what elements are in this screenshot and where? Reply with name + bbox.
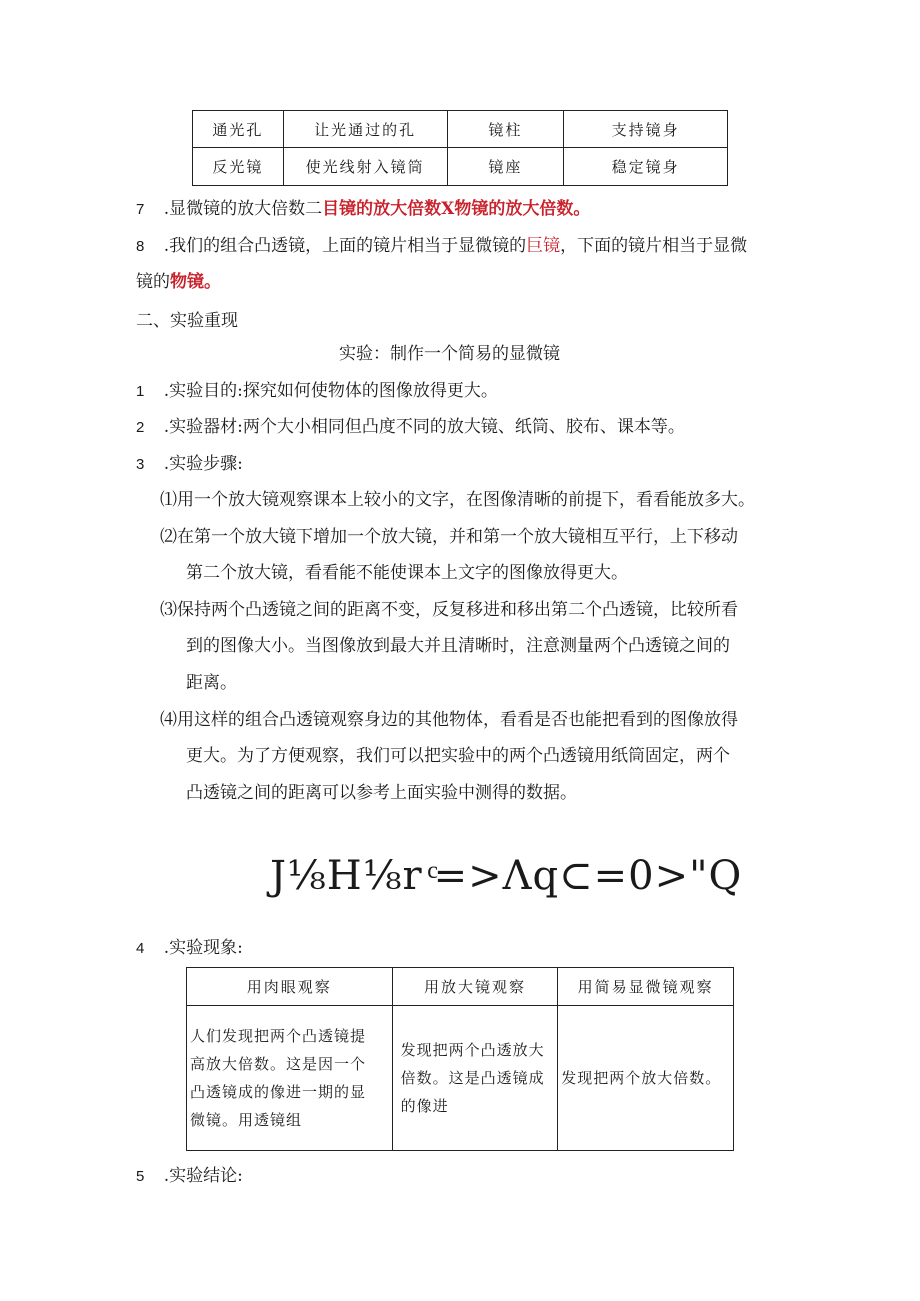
cell-line: 发现把两个凸透放大 bbox=[400, 1041, 545, 1059]
item-text: .实验现象: bbox=[163, 938, 243, 958]
step-label: ⑶ bbox=[160, 600, 177, 620]
item-8 bbox=[136, 232, 747, 261]
step-label: ⑷ bbox=[160, 710, 177, 730]
item-number: 3 bbox=[136, 456, 145, 473]
cell-line: 倍数。这是凸透镜成 bbox=[400, 1069, 545, 1087]
item-7 bbox=[136, 195, 590, 224]
item-text: ，下面的镜片相当于显微 bbox=[560, 236, 748, 256]
garbled-text: J⅛H⅛r ͨ=>Λq⊂=0>"Q bbox=[270, 853, 743, 899]
item-number: 4 bbox=[136, 940, 145, 957]
item-8-line2 bbox=[136, 268, 221, 296]
table-cell: 让光通过的孔 bbox=[283, 111, 447, 148]
table-header: 用放大镜观察 bbox=[392, 968, 558, 1006]
item-highlight: 物镜。 bbox=[170, 272, 221, 292]
item-5 bbox=[136, 1162, 243, 1191]
item-3 bbox=[136, 450, 243, 479]
step-4-line3: 凸透镜之间的距离可以参考上面实验中测得的数据。 bbox=[186, 783, 577, 803]
step-1 bbox=[160, 486, 755, 514]
table-header: 用简易显微镜观察 bbox=[558, 968, 734, 1006]
item-text: .实验器材:两个大小相同但凸度不同的放大镜、纸筒、胶布、课本等。 bbox=[163, 417, 685, 437]
table-cell: 稳定镜身 bbox=[564, 148, 728, 186]
item-number: 2 bbox=[136, 419, 145, 436]
step-4 bbox=[160, 706, 738, 734]
cell-line: 人们发现把两个凸透镜提 bbox=[190, 1027, 367, 1045]
step-text: 保持两个凸透镜之间的距离不变，反复移进和移出第二个凸透镜，比较所看 bbox=[177, 600, 738, 620]
item-number: 5 bbox=[136, 1168, 145, 1185]
item-4 bbox=[136, 934, 243, 963]
step-text: 用一个放大镜观察课本上较小的文字，在图像清晰的前提下，看看能放多大。 bbox=[177, 490, 755, 510]
item-number: 7 bbox=[136, 201, 145, 218]
step-2-line2: 第二个放大镜，看看能不能使课本上文字的图像放得更大。 bbox=[186, 563, 628, 583]
table-cell: 使光线射入镜筒 bbox=[283, 148, 447, 186]
parts-table bbox=[192, 110, 728, 186]
item-text: .实验结论: bbox=[163, 1166, 243, 1186]
item-2 bbox=[136, 413, 685, 442]
table-header: 用肉眼观察 bbox=[187, 968, 393, 1006]
table-cell bbox=[558, 1006, 734, 1151]
step-3-line2: 到的图像大小。当图像放到最大并且清晰时，注意测量两个凸透镜之间的 bbox=[186, 636, 730, 656]
step-label: ⑵ bbox=[160, 527, 177, 547]
table-cell: 镜柱 bbox=[447, 111, 564, 148]
table-cell bbox=[187, 1006, 393, 1151]
table-cell: 镜座 bbox=[447, 148, 564, 186]
item-text: .实验目的:探究如何使物体的图像放得更大。 bbox=[163, 381, 498, 401]
step-4-line2: 更大。为了方便观察，我们可以把实验中的两个凸透镜用纸筒固定，两个 bbox=[186, 746, 730, 766]
item-text: 镜的 bbox=[136, 272, 170, 292]
phenomena-table bbox=[186, 967, 734, 1151]
section-title: 二、实验重现 bbox=[136, 311, 238, 331]
cell-line: 的像进 bbox=[400, 1097, 449, 1115]
item-highlight: 巨镜 bbox=[526, 236, 561, 256]
table-cell bbox=[392, 1006, 558, 1151]
cell-line: 高放大倍数。这是因一个 bbox=[190, 1055, 367, 1073]
experiment-title: 实验：制作一个简易的显微镜 bbox=[339, 344, 560, 364]
step-text: 在第一个放大镜下增加一个放大镜，并和第一个放大镜相互平行，上下移动 bbox=[177, 527, 738, 547]
item-highlight: 目镜的放大倍数X物镜的放大倍数。 bbox=[322, 199, 591, 219]
table-cell: 反光镜 bbox=[193, 148, 284, 186]
step-3-line3: 距离。 bbox=[186, 673, 237, 693]
table-cell: 支持镜身 bbox=[564, 111, 728, 148]
cell-line: 微镜。用透镜组 bbox=[190, 1111, 303, 1129]
step-2 bbox=[160, 523, 738, 551]
item-text: .我们的组合凸透镜，上面的镜片相当于显微镜的 bbox=[163, 236, 527, 256]
step-text: 用这样的组合凸透镜观察身边的其他物体，看看是否也能把看到的图像放得 bbox=[177, 710, 738, 730]
item-number: 8 bbox=[136, 238, 145, 255]
item-text: .实验步骤: bbox=[163, 454, 243, 474]
item-number: 1 bbox=[136, 383, 145, 400]
item-text: .显微镜的放大倍数二 bbox=[163, 199, 323, 219]
step-label: ⑴ bbox=[160, 490, 177, 510]
cell-line: 凸透镜成的像进一期的显 bbox=[190, 1083, 367, 1101]
table-cell: 通光孔 bbox=[193, 111, 284, 148]
item-1 bbox=[136, 377, 498, 406]
step-3 bbox=[160, 596, 738, 624]
cell-line: 发现把两个放大倍数。 bbox=[561, 1069, 722, 1087]
